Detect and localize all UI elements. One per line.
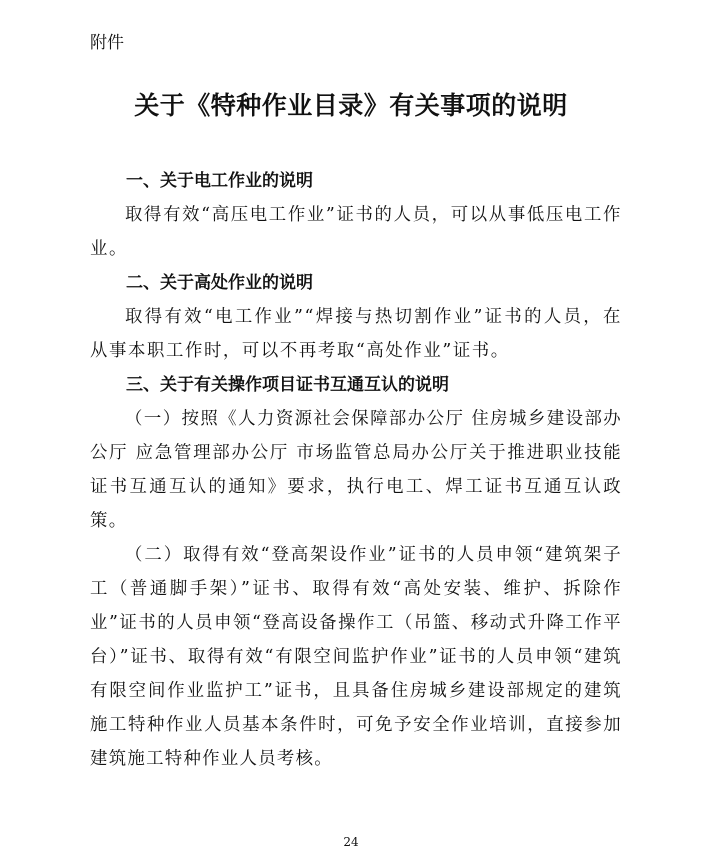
page-number: 24 xyxy=(343,835,359,849)
section-heading-height-work: 二、关于高处作业的说明 xyxy=(126,273,313,293)
paragraph-electrical: 取得有效“高压电工作业”证书的人员，可以从事低压电工作业。 xyxy=(90,205,622,259)
document-title: 关于《特种作业目录》有关事项的说明 xyxy=(134,91,568,120)
section-heading-electrical: 一、关于电工作业的说明 xyxy=(126,171,313,191)
attachment-label: 附件 xyxy=(90,33,124,53)
paragraph-mutual-recognition-1: （一）按照《人力资源社会保障部办公厅 住房城乡建设部办公厅 应急管理部办公厅 市场监管总局办公厅关于推进职业技能证书互通互认的通知》要求，执行电工、焊工证书互通互认政策。 xyxy=(90,409,622,531)
document-body xyxy=(90,164,622,776)
paragraph-mutual-recognition-2: （二）取得有效“登高架设作业”证书的人员申领“建筑架子工（普通脚手架）”证书、取得有效“高处安装、维护、拆除作业”证书的人员申领“登高设备操作工（吊篮、移动式升降工作平台）”证书、取得有效“有限空间监护作业”证书的人员申领“建筑有限空间作业监护工”证书，且具备住房城乡建设部规定的建筑施工特种作业人员基本条件时，可免予安全作业培训，直接参加建筑施工特种作业人员考核。 xyxy=(90,545,622,769)
paragraph-height-work: 取得有效“电工作业”“焊接与热切割作业”证书的人员，在从事本职工作时，可以不再考取“高处作业”证书。 xyxy=(90,307,622,361)
section-heading-mutual-recognition: 三、关于有关操作项目证书互通互认的说明 xyxy=(126,375,449,395)
